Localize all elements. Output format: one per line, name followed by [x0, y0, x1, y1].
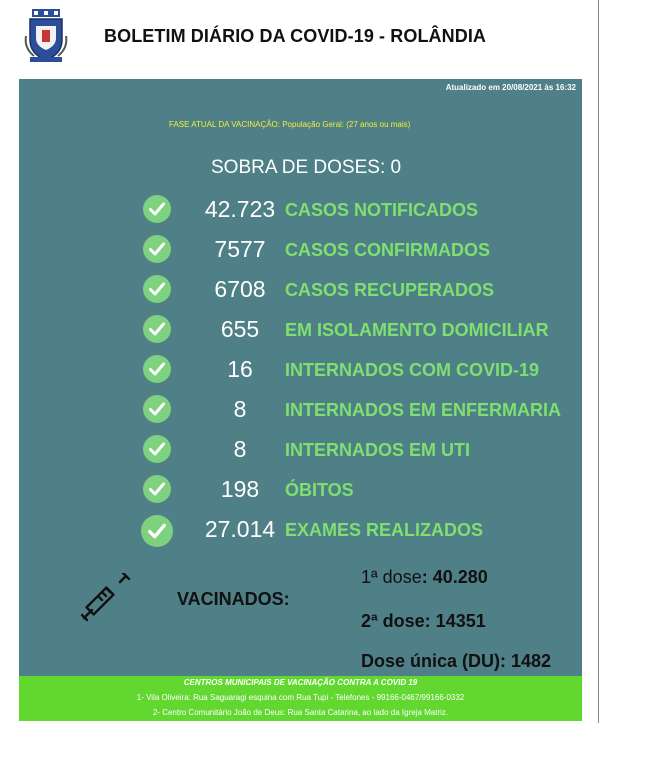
check-circle-icon: [143, 475, 171, 503]
stat-value: 42.723: [204, 196, 276, 222]
page-edge-rule: [598, 0, 599, 723]
stat-row-confirmed: [19, 235, 582, 267]
vaccination-phase: FASE ATUAL DA VACINAÇÃO: População Geral: (27 anos ou mais): [169, 120, 411, 129]
vaccinated-label: VACINADOS:: [177, 589, 290, 609]
check-circle-icon: [143, 355, 171, 383]
stat-value: 6708: [214, 276, 266, 302]
page-title: BOLETIM DIÁRIO DA COVID-19 - ROLÂNDIA: [104, 26, 487, 46]
updated-timestamp: Atualizado em 20/08/2021 às 16:32: [445, 83, 576, 92]
city-crest-icon: [24, 8, 68, 64]
leftover-doses: SOBRA DE DOSES: 0: [211, 157, 402, 178]
stat-label: CASOS CONFIRMADOS: [285, 240, 491, 260]
stat-label: INTERNADOS EM ENFERMARIA: [285, 400, 562, 420]
stat-row-home-isolation: [19, 315, 582, 347]
center-line-2: 2- Centro Comunitário João de Deus: Rua Santa Catarina, ao lado da Igreja Matriz.: [152, 708, 449, 717]
stat-row-deaths: [19, 475, 582, 507]
single-dose: Dose única (DU): 1482: [361, 651, 552, 671]
check-circle-icon: [141, 515, 173, 547]
stat-value: 655: [220, 316, 260, 342]
stat-label: INTERNADOS COM COVID-19: [285, 360, 540, 380]
stat-label: INTERNADOS EM UTI: [285, 440, 471, 460]
check-circle-icon: [143, 275, 171, 303]
second-dose: 2ª dose: 14351: [361, 611, 486, 631]
stat-row-recovered: [19, 275, 582, 307]
stat-label: CASOS NOTIFICADOS: [285, 200, 479, 220]
vaccination-centers-bar: [19, 676, 582, 721]
stat-label: EXAMES REALIZADOS: [285, 520, 484, 540]
stat-label: ÓBITOS: [285, 480, 354, 500]
first-dose-label: 1ª dose: [361, 567, 422, 587]
stat-value: 16: [227, 356, 253, 382]
check-circle-icon: [143, 395, 171, 423]
first-dose-value: : 40.280: [421, 567, 488, 587]
stat-label: EM ISOLAMENTO DOMICILIAR: [285, 320, 549, 340]
stat-value: 7577: [214, 236, 266, 262]
stat-value: 198: [220, 476, 260, 502]
check-circle-icon: [143, 435, 171, 463]
stat-value: 8: [233, 436, 247, 462]
stat-row-icu: [19, 435, 582, 467]
stat-value: 8: [233, 396, 247, 422]
check-circle-icon: [143, 195, 171, 223]
check-circle-icon: [143, 315, 171, 343]
stat-label: CASOS RECUPERADOS: [285, 280, 495, 300]
stat-row-exams: [19, 515, 582, 547]
first-dose: [361, 567, 488, 588]
syringe-icon: [79, 573, 131, 623]
check-circle-icon: [143, 235, 171, 263]
center-line-1: 1- Vila Oliveira: Rua Saguaragi esquina com Rua Tupi - Telefones - 99166-0467/99166-0332: [136, 693, 465, 702]
stats-panel: [19, 79, 582, 721]
stat-row-ward: [19, 395, 582, 427]
stat-row-notified: [19, 195, 582, 227]
stat-row-hospitalized: [19, 355, 582, 387]
centers-title: CENTROS MUNICIPAIS DE VACINAÇÃO CONTRA A COVID 19: [183, 678, 418, 687]
bulletin-header: [0, 0, 598, 78]
stat-value: 27.014: [204, 516, 276, 542]
